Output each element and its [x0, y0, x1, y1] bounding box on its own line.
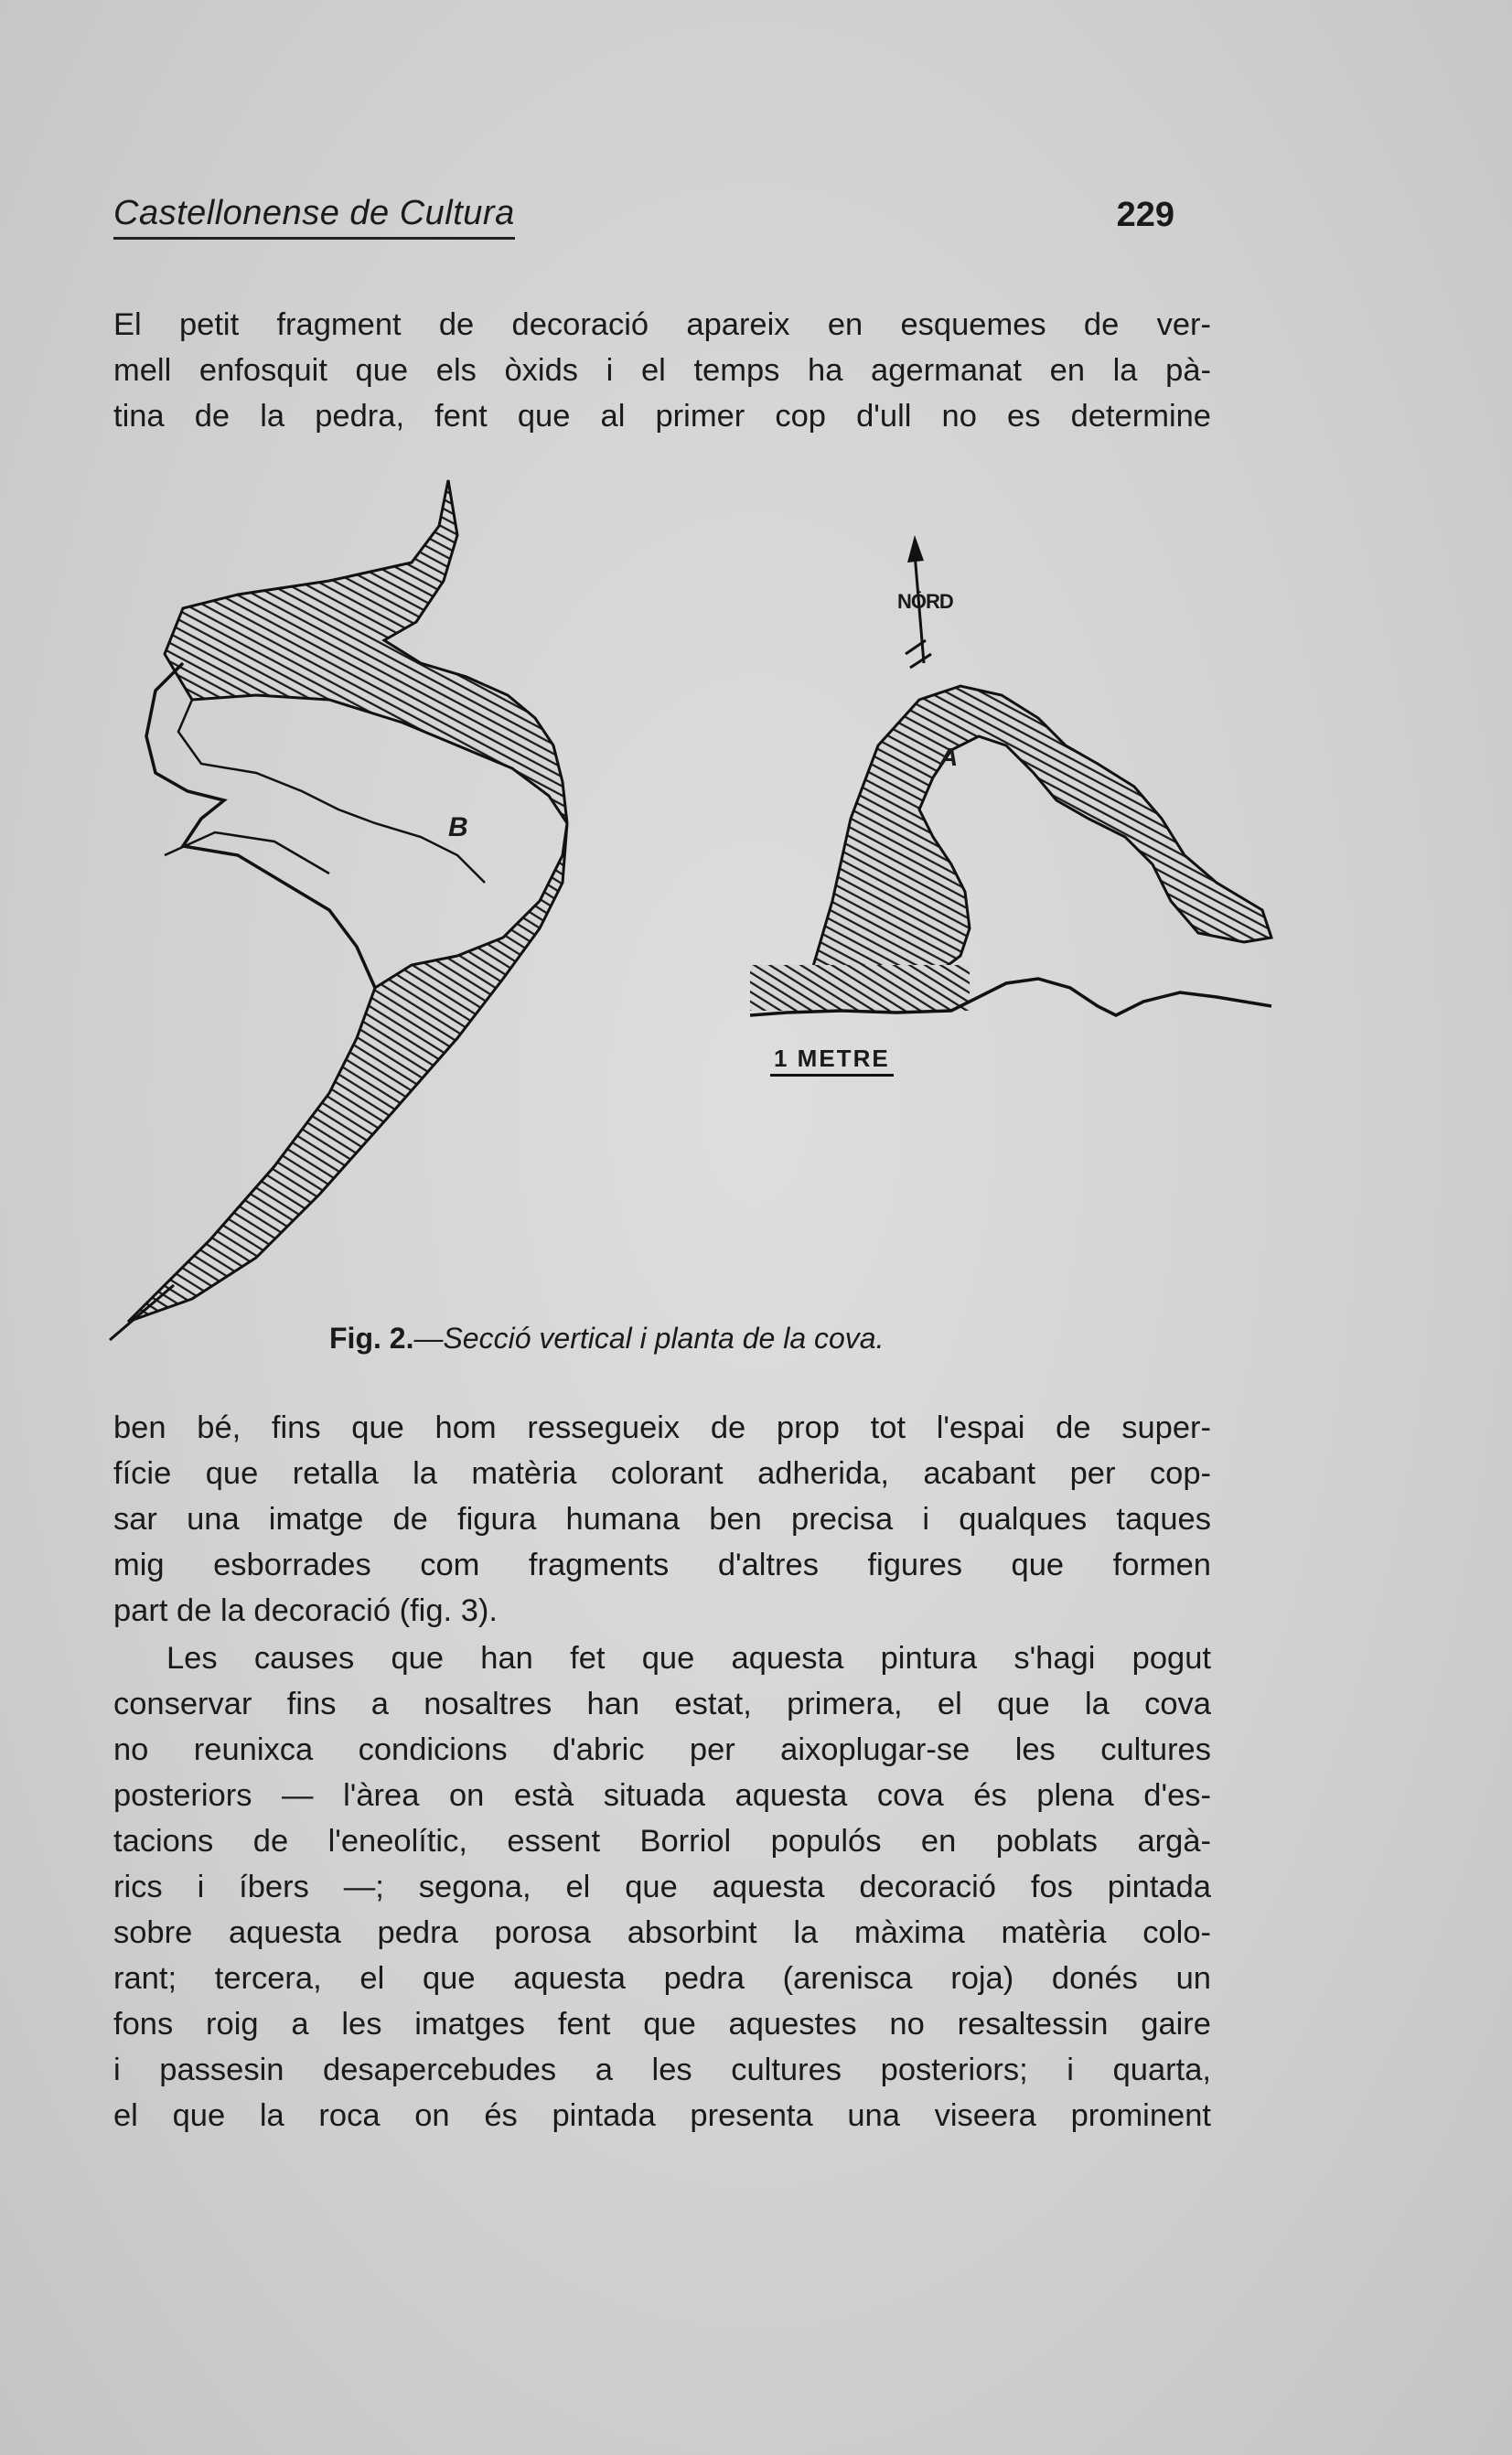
figure-caption: [329, 1322, 884, 1356]
scale-label: 1 METRE: [770, 1045, 894, 1077]
paragraph-line: fons roig a les imatges fent que aquestes no resaltessin gaire: [113, 2007, 1211, 2042]
paragraph-line: tina de la pedra, fent que al primer cop d'ull no es determine: [113, 399, 1211, 434]
section-lower-rock: [128, 823, 567, 1322]
label-b: B: [448, 812, 468, 842]
paragraph-line: i passesin desapercebudes a les cultures posteriors; i quarta,: [113, 2053, 1211, 2087]
journal-title: Castellonense de Cultura: [113, 194, 515, 240]
north-arrow-head: [907, 535, 924, 563]
paragraph-3: [113, 1635, 1211, 2139]
north-arrow-tail: [906, 640, 931, 668]
caption-text: —Secció vertical i planta de la cova.: [413, 1322, 885, 1355]
page-number: 229: [1116, 196, 1174, 234]
paragraph-line: no reunixca condicions d'abric per aixoplugar-se les cultures: [113, 1732, 1211, 1767]
paragraph-line: part de la decoració (fig. 3).: [113, 1593, 498, 1628]
paragraph-line: rics i íbers —; segona, el que aquesta decoració fos pintada: [113, 1870, 1211, 1904]
section-cave-outline: [146, 663, 375, 988]
paragraph-line: conservar fins a nosaltres han estat, primera, el que la cova: [113, 1687, 1211, 1721]
paragraph-line: el que la roca on és pintada presenta una viseera prominent: [113, 2098, 1211, 2133]
north-label: NÒRD: [897, 590, 953, 613]
paragraph-2: [113, 1405, 1211, 1634]
paragraph-line: rant; tercera, el que aquesta pedra (arenisca roja) donés un: [113, 1961, 1211, 1996]
paragraph-line: mell enfosquit que els òxids i el temps ha agermanat en la pà-: [113, 353, 1211, 388]
paragraph-line: fície que retalla la matèria colorant adherida, acabant per cop-: [113, 1456, 1211, 1491]
paragraph-line: sobre aquesta pedra porosa absorbint la màxima matèria colo-: [113, 1915, 1211, 1950]
cave-drawing: [55, 471, 1281, 1386]
paragraph-line: sar una imatge de figura humana ben precisa i qualques taques: [113, 1502, 1211, 1537]
caption-number: Fig. 2.: [329, 1322, 414, 1355]
plan-floor-rock: [750, 965, 970, 1011]
paragraph-line: El petit fragment de decoració apareix en esquemes de ver-: [113, 307, 1211, 342]
section-ground-line: [110, 1285, 174, 1340]
paragraph-line: Les causes que han fet que aquesta pintura s'hagi pogut: [166, 1641, 1211, 1676]
cave-plan-drawing: [750, 535, 1271, 1015]
label-a: A: [939, 743, 959, 771]
paragraph-line: ben bé, fins que hom ressegueix de prop tot l'espai de super-: [113, 1410, 1211, 1445]
plan-rock: [810, 686, 1271, 983]
paragraph-line: posteriors — l'àrea on està situada aquesta cova és plena d'es-: [113, 1778, 1211, 1813]
running-head: [113, 194, 1174, 249]
figure-cave-section-plan: [55, 471, 1281, 1386]
section-upper-rock: [165, 480, 567, 823]
vertical-section-drawing: [110, 480, 567, 1340]
paragraph-line: mig esborrades com fragments d'altres figures que formen: [113, 1548, 1211, 1582]
paragraph-1: [113, 302, 1211, 439]
paragraph-line: tacions de l'eneolític, essent Borriol populós en poblats argà-: [113, 1824, 1211, 1859]
